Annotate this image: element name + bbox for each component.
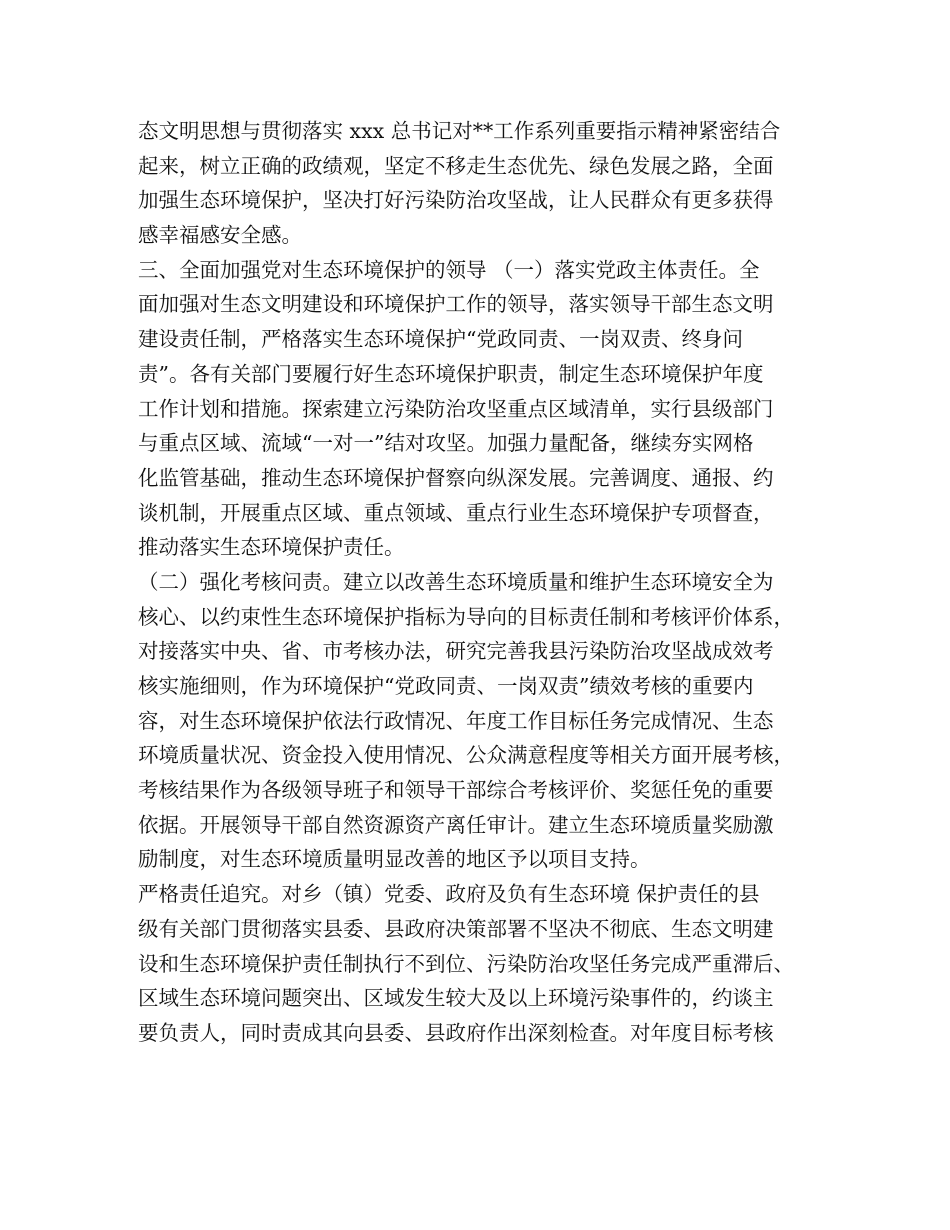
text-line: 环境质量状况、资金投入使用情况、公众满意程度等相关方面开展考核，	[138, 743, 794, 768]
text-line: 设和生态环境保护责任制执行不到位、污染防治攻坚任务完成严重滞后、	[138, 951, 794, 976]
text-line: 化监管基础，推动生态环境保护督察向纵深发展。完善调度、通报、约	[138, 465, 774, 490]
text-line: 建设责任制，严格落实生态环境保护“党政同责、一岗双责、终身问	[138, 327, 743, 352]
text-line: 谈机制，开展重点区域、重点领域、重点行业生态环境保护专项督查，	[138, 500, 774, 525]
text-line: 感幸福感安全感。	[138, 223, 302, 248]
text-line: 面加强对生态文明建设和环境保护工作的领导，落实领导干部生态文明	[138, 292, 774, 317]
subsection-heading-line: （二）强化考核问责。建立以改善生态环境质量和维护生态环境安全为	[138, 569, 774, 594]
text-line: 态文明思想与贯彻落实 xxx 总书记对**工作系列重要指示精神紧密结合	[138, 119, 781, 143]
text-line: 容，对生态环境保护依法行政情况、年度工作目标任务完成情况、生态	[138, 708, 774, 733]
text-line: 区域生态环境问题突出、区域发生较大及以上环境污染事件的，约谈主	[138, 986, 774, 1011]
text-line: 推动落实生态环境保护责任。	[138, 535, 405, 560]
text-line: 起来，树立正确的政绩观，坚定不移走生态优先、绿色发展之路，全面	[138, 153, 774, 178]
text-line: 与重点区域、流域“一对一”结对攻坚。加强力量配备，继续夯实网格	[138, 431, 754, 456]
section-heading-line: 三、全面加强党对生态环境保护的领导 （一）落实党政主体责任。全	[138, 257, 760, 282]
text-line: 对接落实中央、省、市考核办法，研究完善我县污染防治攻坚战成效考	[138, 639, 774, 664]
text-line: 依据。开展领导干部自然资源资产离任审计。建立生态环境质量奖励激	[138, 812, 774, 837]
text-line: 考核结果作为各级领导班子和领导干部综合考核评价、奖惩任免的重要	[138, 778, 774, 803]
text-line: 加强生态环境保护，坚决打好污染防治攻坚战，让人民群众有更多获得	[138, 188, 774, 213]
document-body-text	[138, 114, 828, 1051]
paragraph-start-line: 严格责任追究。对乡（镇）党委、政府及负有生态环境 保护责任的县	[138, 882, 760, 907]
text-line: 要负责人，同时责成其向县委、县政府作出深刻检查。对年度目标考核	[138, 1020, 774, 1045]
text-line: 级有关部门贯彻落实县委、县政府决策部署不坚决不彻底、生态文明建	[138, 916, 774, 941]
text-line: 核实施细则，作为环境保护“党政同责、一岗双责”绩效考核的重要内	[138, 674, 754, 698]
text-line: 励制度，对生态环境质量明显改善的地区予以项目支持。	[138, 847, 651, 872]
text-line: 责”。各有关部门要履行好生态环境保护职责，制定生态环境保护年度	[138, 361, 764, 386]
text-line: 工作计划和措施。探索建立污染防治攻坚重点区域清单，实行县级部门	[138, 396, 774, 421]
text-line: 核心、以约束性生态环境保护指标为导向的目标责任制和考核评价体系，	[138, 604, 794, 629]
